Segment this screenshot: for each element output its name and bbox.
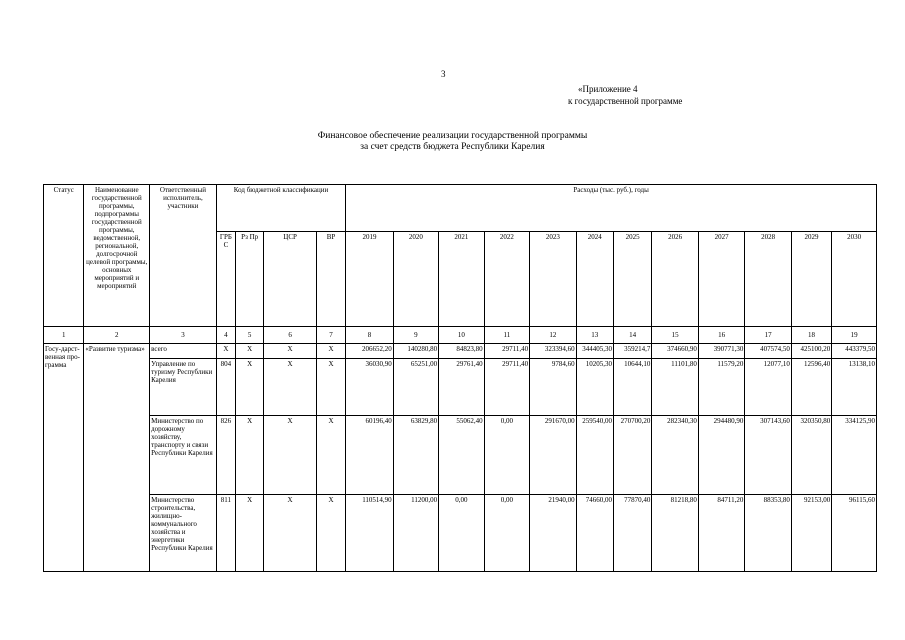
header-name: Наименование государственной программы, подпрограммы государственной программы, ведомственной, региональной, долгосрочной целевой программы, основных мероприятий и мероприятий — [84, 185, 150, 327]
value-cell: 21940,00 — [530, 495, 576, 572]
annex-line-2: к государственной программе — [568, 96, 683, 106]
column-number: 11 — [484, 327, 529, 344]
column-number: 3 — [150, 327, 217, 344]
value-cell: 13138,10 — [832, 359, 877, 416]
value-cell: 63829,80 — [393, 416, 438, 495]
header-csr: ЦСР — [264, 232, 317, 327]
title-line-2: за счет средств бюджета Республики Карелия — [360, 142, 545, 152]
value-cell: 291670,00 — [530, 416, 576, 495]
value-cell: 323394,60 — [530, 344, 576, 359]
value-cell: 84711,20 — [698, 495, 744, 572]
value-cell: 320350,80 — [791, 416, 831, 495]
value-cell: 92153,00 — [791, 495, 831, 572]
value-cell: 10205,30 — [576, 359, 613, 416]
executor-cell: Министерство по дорожному хозяйству, транспорту и связи Республики Карелия — [150, 416, 217, 495]
status-cell: Госу-дарст-венная про-грамма — [44, 344, 84, 572]
header-year: 2023 — [530, 232, 576, 327]
header-row-1 — [44, 185, 877, 232]
value-cell: 88353,80 — [745, 495, 791, 572]
value-cell: 425100,20 — [791, 344, 831, 359]
grbs-cell: 811 — [216, 495, 235, 572]
csr-cell: Х — [264, 344, 317, 359]
value-cell: 60196,40 — [346, 416, 394, 495]
column-number: 10 — [439, 327, 484, 344]
value-cell: 0,00 — [484, 495, 529, 572]
header-status: Статус — [44, 185, 84, 327]
program-name-cell: «Развитие туризма» — [84, 344, 150, 572]
value-cell: 12077,10 — [745, 359, 791, 416]
column-number: 15 — [652, 327, 698, 344]
column-number: 2 — [84, 327, 150, 344]
value-cell: 11200,00 — [393, 495, 438, 572]
column-number: 9 — [393, 327, 438, 344]
column-number: 8 — [346, 327, 394, 344]
column-number: 18 — [791, 327, 831, 344]
column-number-row — [44, 327, 877, 344]
header-year: 2028 — [745, 232, 791, 327]
vr-cell: Х — [316, 359, 345, 416]
column-number: 19 — [832, 327, 877, 344]
column-number: 12 — [530, 327, 576, 344]
grbs-cell: 804 — [216, 359, 235, 416]
value-cell: 294480,90 — [698, 416, 744, 495]
table-row — [44, 416, 877, 495]
header-year: 2019 — [346, 232, 394, 327]
title-line-1: Финансовое обеспечение реализации государственной программы — [317, 131, 588, 141]
column-number: 13 — [576, 327, 613, 344]
header-year: 2026 — [652, 232, 698, 327]
csr-cell: Х — [264, 359, 317, 416]
header-year: 2025 — [613, 232, 651, 327]
csr-cell: Х — [264, 416, 317, 495]
document-title — [0, 131, 905, 153]
value-cell: 407574,50 — [745, 344, 791, 359]
value-cell: 282340,30 — [652, 416, 698, 495]
column-number: 4 — [216, 327, 235, 344]
header-year: 2022 — [484, 232, 529, 327]
value-cell: 443379,50 — [832, 344, 877, 359]
header-expenses: Расходы (тыс. руб.), годы — [346, 185, 877, 232]
rzpr-cell: Х — [236, 416, 264, 495]
csr-cell: Х — [264, 495, 317, 572]
value-cell: 390771,30 — [698, 344, 744, 359]
value-cell: 10644,10 — [613, 359, 651, 416]
column-number: 14 — [613, 327, 651, 344]
value-cell: 29761,40 — [439, 359, 484, 416]
value-cell: 29711,40 — [484, 344, 529, 359]
header-executor: Ответственный исполнитель, участники — [150, 185, 217, 327]
header-grbs: ГРБС — [216, 232, 235, 327]
rzpr-cell: Х — [236, 344, 264, 359]
header-year: 2024 — [576, 232, 613, 327]
value-cell: 334125,90 — [832, 416, 877, 495]
column-number: 17 — [745, 327, 791, 344]
value-cell: 344405,30 — [576, 344, 613, 359]
value-cell: 77870,40 — [613, 495, 651, 572]
header-year: 2021 — [439, 232, 484, 327]
executor-cell: всего — [150, 344, 217, 359]
column-number: 7 — [316, 327, 345, 344]
table-row — [44, 344, 877, 359]
executor-cell: Управление по туризму Республики Карелия — [150, 359, 217, 416]
value-cell: 74660,00 — [576, 495, 613, 572]
value-cell: 9784,60 — [530, 359, 576, 416]
value-cell: 11579,20 — [698, 359, 744, 416]
vr-cell: Х — [316, 416, 345, 495]
value-cell: 29711,40 — [484, 359, 529, 416]
annex-line-1: «Приложение 4 — [578, 84, 638, 94]
header-year: 2027 — [698, 232, 744, 327]
value-cell: 65251,00 — [393, 359, 438, 416]
financing-table — [43, 184, 877, 572]
rzpr-cell: Х — [236, 359, 264, 416]
rzpr-cell: Х — [236, 495, 264, 572]
header-budget-code: Код бюджетной классификации — [216, 185, 345, 232]
value-cell: 206652,20 — [346, 344, 394, 359]
grbs-cell: 826 — [216, 416, 235, 495]
value-cell: 259540,00 — [576, 416, 613, 495]
header-rzpr: Рз Пр — [236, 232, 264, 327]
value-cell: 36030,90 — [346, 359, 394, 416]
value-cell: 140280,80 — [393, 344, 438, 359]
table-row — [44, 495, 877, 572]
table-row — [44, 359, 877, 416]
annex-reference — [568, 83, 682, 107]
column-number: 6 — [264, 327, 317, 344]
page-number: 3 — [441, 69, 446, 79]
header-vr: ВР — [316, 232, 345, 327]
value-cell: 0,00 — [439, 495, 484, 572]
header-year: 2020 — [393, 232, 438, 327]
value-cell: 374660,90 — [652, 344, 698, 359]
header-year: 2030 — [832, 232, 877, 327]
value-cell: 11101,80 — [652, 359, 698, 416]
value-cell: 110514,90 — [346, 495, 394, 572]
value-cell: 96115,60 — [832, 495, 877, 572]
value-cell: 12596,40 — [791, 359, 831, 416]
vr-cell: Х — [316, 495, 345, 572]
value-cell: 307143,60 — [745, 416, 791, 495]
header-year: 2029 — [791, 232, 831, 327]
column-number: 16 — [698, 327, 744, 344]
executor-cell: Министерство строительства, жилищно-коммунального хозяйства и энергетики Республики Карелия — [150, 495, 217, 572]
grbs-cell: Х — [216, 344, 235, 359]
value-cell: 84823,80 — [439, 344, 484, 359]
column-number: 5 — [236, 327, 264, 344]
value-cell: 81218,80 — [652, 495, 698, 572]
value-cell: 270700,20 — [613, 416, 651, 495]
value-cell: 0,00 — [484, 416, 529, 495]
value-cell: 55062,40 — [439, 416, 484, 495]
column-number: 1 — [44, 327, 84, 344]
value-cell: 359214,7 — [613, 344, 651, 359]
vr-cell: Х — [316, 344, 345, 359]
